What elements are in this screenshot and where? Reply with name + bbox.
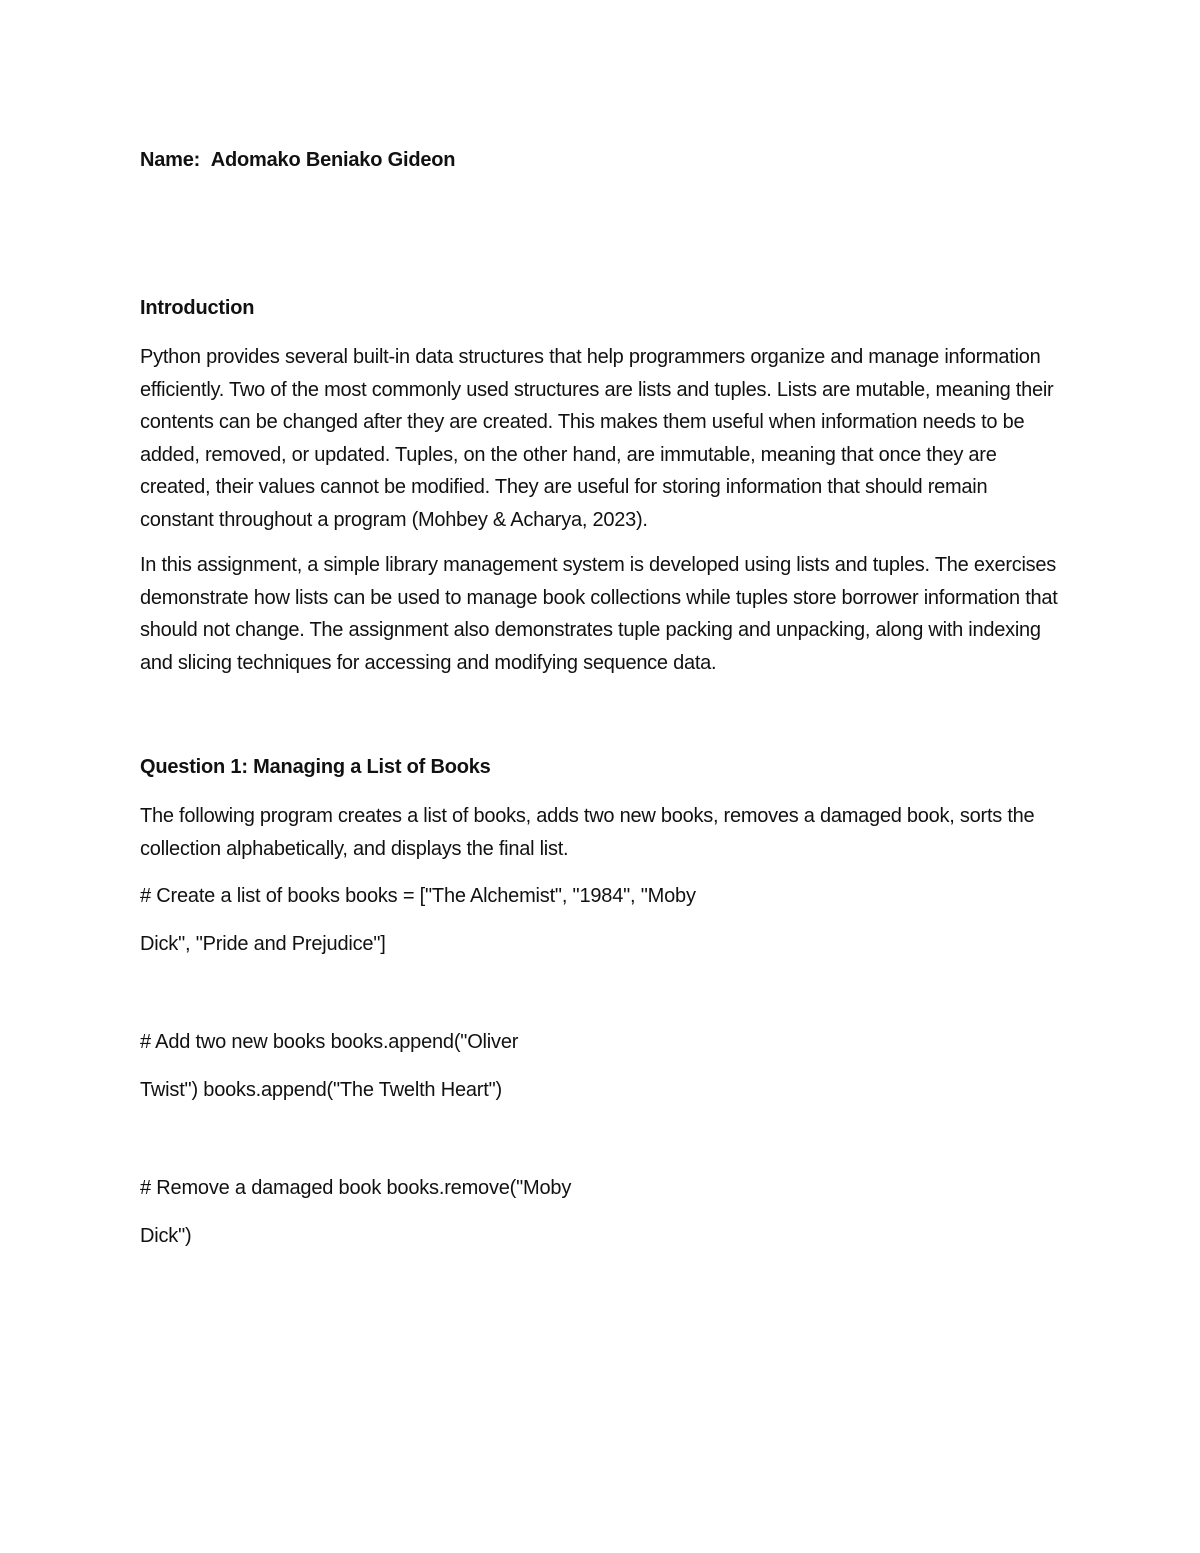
question-1-description: The following program creates a list of books, adds two new books, removes a damaged book, sorts the collection alphabetically, and displays the final list.: [140, 805, 1035, 860]
student-name: Adomako Beniako Gideon: [210, 149, 456, 171]
code-line-6: Dick"): [140, 1225, 192, 1247]
code-line-4: Twist") books.append("The Twelth Heart"): [140, 1079, 502, 1101]
code-line-3: # Add two new books books.append("Oliver: [140, 1031, 519, 1053]
name-label: Name:: [140, 149, 201, 171]
code-line-5: # Remove a damaged book books.remove("Moby: [140, 1177, 572, 1199]
code-line-2: Dick", "Pride and Prejudice"]: [140, 933, 386, 955]
introduction-heading: Introduction: [140, 297, 255, 319]
introduction-paragraph-1: Python provides several built-in data structures that help programmers organize and manage information efficiently. Two of the most commonly used structures are lists and tuples. Lists are mutable, meaning their contents can be changed after they are created. This makes them useful when information needs to be added, removed, or updated. Tuples, on the other hand, are immutable, meaning that once they are created, their values cannot be modified. They are useful for storing information that should remain constant throughout a program (Mohbey & Acharya, 2023).: [140, 346, 1054, 531]
student-name-line: [140, 146, 1065, 174]
question-1-heading: Question 1: Managing a List of Books: [140, 756, 491, 778]
document-content: [140, 146, 1065, 1251]
code-line-1: # Create a list of books books = ["The Alchemist", "1984", "Moby: [140, 885, 696, 907]
introduction-paragraph-2: In this assignment, a simple library management system is developed using lists and tuples. The exercises demonstrate how lists can be used to manage book collections while tuples store borrower information that should not change. The assignment also demonstrates tuple packing and unpacking, along with indexing and slicing techniques for accessing and modifying sequence data.: [140, 554, 1058, 674]
